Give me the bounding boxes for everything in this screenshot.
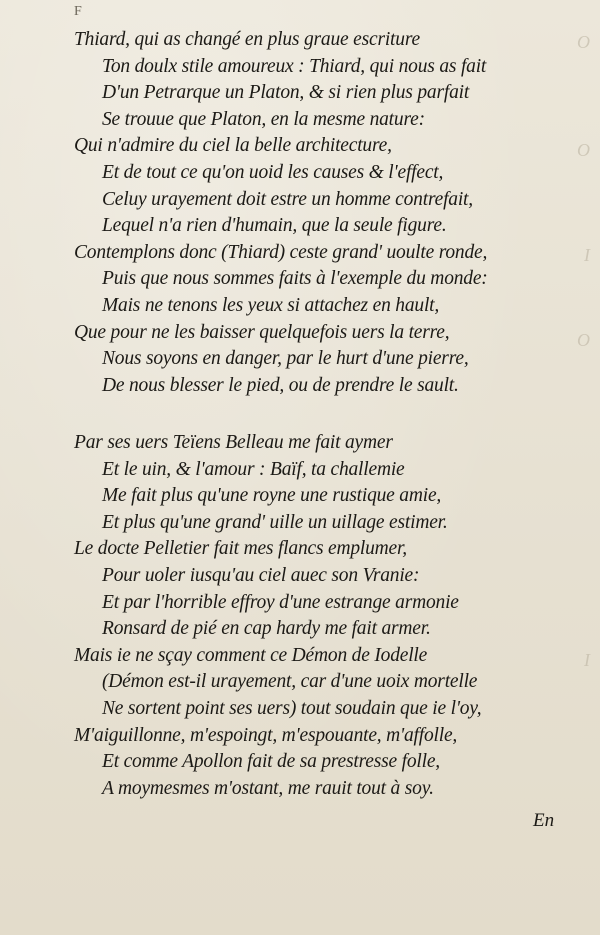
verse-line: Se trouue que Platon, en la mesme nature: <box>102 108 425 130</box>
sonnet-2 <box>74 430 544 802</box>
verse-line: Ne sortent point ses uers) tout soudain que ie l'oy, <box>102 697 482 719</box>
verse-line: A moymesmes m'ostant, me rauit tout à soy. <box>102 777 434 799</box>
show-through-margin: O O I O I <box>577 32 590 670</box>
verse-line: Nous soyons en danger, par le hurt d'une pierre, <box>102 348 469 370</box>
verse-line: Le docte Pelletier fait mes flancs emplumer, <box>74 538 407 560</box>
verse-line: Et de tout ce qu'on uoid les causes & l'effect, <box>102 161 444 183</box>
verse-line: Par ses uers Teïens Belleau me fait aymer <box>74 432 393 453</box>
verse-line: Et comme Apollon fait de sa prestresse folle, <box>102 751 440 773</box>
verse-line: (Démon est-il urayement, car d'une uoix mortelle <box>102 671 478 693</box>
verse-line: M'aiguillonne, m'espoingt, m'espouante, m'affolle, <box>74 724 458 746</box>
verse-line: Et plus qu'une grand' uille un uillage estimer. <box>102 511 448 533</box>
verse-line: Puis que nous sommes faits à l'exemple du monde: <box>102 268 488 290</box>
verse-line: Lequel n'a rien d'humain, que la seule figure. <box>102 215 447 237</box>
top-ink-mark: F <box>74 4 82 19</box>
verse-line: Ronsard de pié en cap hardy me fait armer. <box>102 618 431 640</box>
verse-line: Pour uoler iusqu'au ciel auec son Vranie: <box>102 564 420 586</box>
verse-line: Celuy urayement doit estre un homme contrefait, <box>102 188 473 210</box>
verse-line: Que pour ne les baisser quelquefois uers la terre, <box>74 321 450 343</box>
verse-line: Mais ne tenons les yeux si attachez en hault, <box>102 294 440 316</box>
verse-line: Et le uin, & l'amour : Baïf, ta challemie <box>102 458 405 480</box>
verse-line: Contemplons donc (Thiard) ceste grand' uoulte ronde, <box>74 241 488 263</box>
verse-line: Et par l'horrible effroy d'une estrange armonie <box>102 591 459 613</box>
verse-line: De nous blesser le pied, ou de prendre le sault. <box>102 374 459 396</box>
verse-line: Mais ie ne sçay comment ce Démon de Iodelle <box>74 644 428 666</box>
sonnet-1 <box>74 27 544 399</box>
verse-line: Ton doulx stile amoureux : Thiard, qui nous as fait <box>102 55 487 77</box>
verse-line: Thiard, qui as changé en plus graue escriture <box>74 29 420 50</box>
verse-line: D'un Petrarque un Platon, & si rien plus parfait <box>102 82 470 104</box>
catchword: En <box>533 810 555 831</box>
verse-line: Me fait plus qu'une royne une rustique amie, <box>102 485 442 507</box>
verse-line: Qui n'admire du ciel la belle architecture, <box>74 135 392 157</box>
